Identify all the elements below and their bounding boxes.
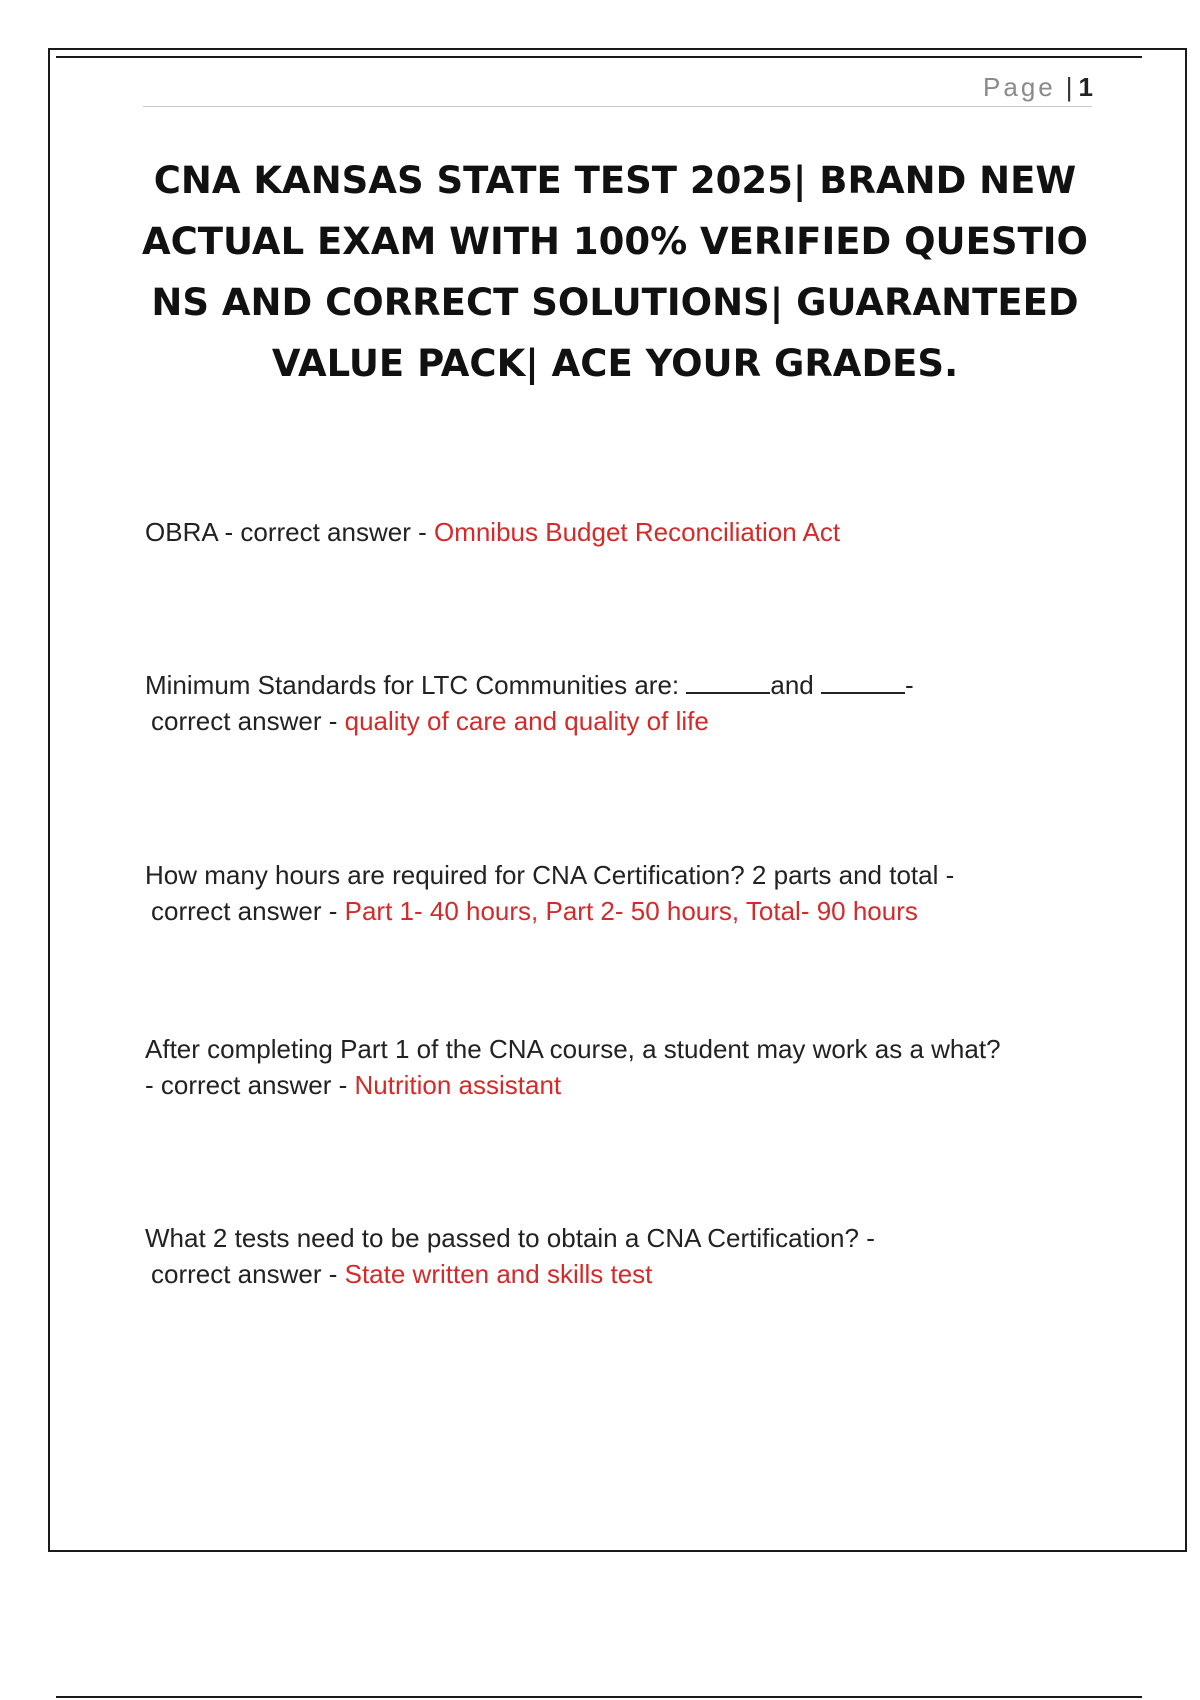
correct-answer-label: correct answer - xyxy=(151,896,345,926)
answer-line xyxy=(145,1067,1085,1103)
top-rule xyxy=(56,56,1142,58)
qa-item-cna-tests xyxy=(145,1220,1085,1292)
answer-line xyxy=(145,1256,1085,1292)
question-and: and xyxy=(770,670,821,700)
answer-text: State written and skills test xyxy=(344,1259,653,1289)
question-line xyxy=(145,667,1085,703)
question-line: What 2 tests need to be passed to obtain a CNA Certification? - xyxy=(145,1223,875,1253)
answer-text: quality of care and quality of life xyxy=(344,706,709,736)
answer-blank xyxy=(686,670,770,694)
answer-line xyxy=(145,703,1085,739)
question-dash: - xyxy=(904,670,914,700)
document-title: CNA KANSAS STATE TEST 2025| BRAND NEW ACTUAL EXAM WITH 100% VERIFIED QUESTIONS AND CORRECT SOLUTIONS| GUARANTEED VALUE PACK| ACE YOUR GRADES. xyxy=(142,159,1088,385)
correct-answer-label: correct answer - xyxy=(151,706,345,736)
question-line: How many hours are required for CNA Certification? 2 parts and total - xyxy=(145,860,955,890)
question-text: OBRA - correct answer - xyxy=(145,517,434,547)
answer-blank xyxy=(821,670,905,694)
qa-item-cna-hours xyxy=(145,857,1085,929)
answer-text: Part 1- 40 hours, Part 2- 50 hours, Total- 90 hours xyxy=(344,896,918,926)
question-line: After completing Part 1 of the CNA course, a student may work as a what? xyxy=(145,1034,1001,1064)
page-label: Page xyxy=(983,72,1056,102)
correct-answer-label: - correct answer - xyxy=(145,1070,355,1100)
answer-line xyxy=(145,893,1085,929)
qa-item-part1-work xyxy=(145,1031,1085,1103)
qa-item-minimum-standards xyxy=(145,667,1085,739)
answer-text: Nutrition assistant xyxy=(354,1070,562,1100)
answer-text: Omnibus Budget Reconciliation Act xyxy=(433,517,841,547)
page-separator: | xyxy=(1065,72,1073,102)
correct-answer-label: correct answer - xyxy=(151,1259,345,1289)
question-text: Minimum Standards for LTC Communities are: xyxy=(145,670,687,700)
page-number-value: 1 xyxy=(1078,72,1093,102)
page-number xyxy=(983,72,1093,103)
qa-item-obra xyxy=(145,514,1085,550)
header-rule xyxy=(143,106,1092,107)
next-page-rule xyxy=(56,1696,1142,1698)
